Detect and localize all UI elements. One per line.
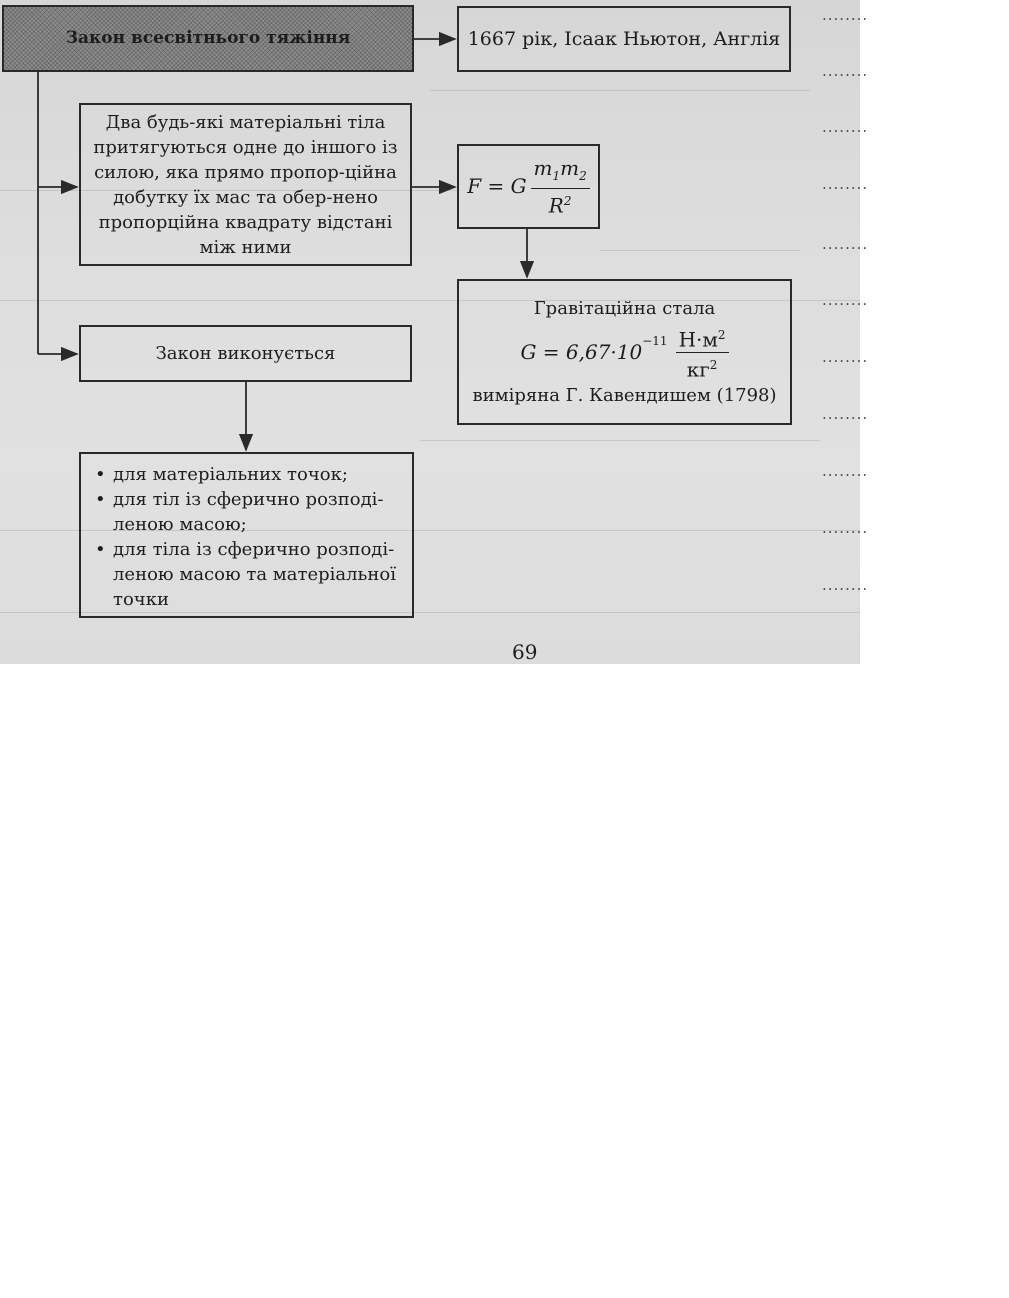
discovery-box (457, 6, 791, 72)
conditions-box (79, 452, 414, 618)
list-item: • для тіла із сферично розподі-леною масою та матеріальної точки (93, 537, 402, 612)
formula-box (457, 144, 600, 229)
dot-leader: ........ (822, 462, 869, 480)
dot-leader: ........ (822, 62, 869, 80)
dot-leader: ........ (822, 175, 869, 193)
constant-measured-by: виміряна Г. Кавендишем (1798) (472, 385, 777, 407)
formula-lhs: F = G (467, 174, 527, 198)
law-holds-box (79, 325, 412, 382)
list-item: • для матеріальних точок; (93, 462, 402, 487)
formula-denominator: $R^2$ (548, 193, 572, 218)
formula-numerator: $m_1m_2$ (531, 156, 590, 189)
constant-heading: Гравітаційна стала (533, 297, 716, 319)
dot-leader: ........ (822, 6, 869, 24)
dot-leader: ........ (822, 235, 869, 253)
dot-leader: ........ (822, 405, 869, 423)
law-title-box (2, 5, 414, 72)
scanned-page (0, 0, 869, 664)
law-statement: Два будь-які матеріальні тіла притягуються одне до іншого із силою, яка прямо пропор-ційна добутку їх мас та обер-нено пропорційна квадрату відстані між ними (93, 111, 398, 258)
dot-leader: ........ (822, 118, 869, 136)
page-number: 69 (512, 640, 538, 664)
list-item: • для тіл із сферично розподі-леною масою; (93, 487, 402, 537)
conditions-list (93, 462, 402, 612)
constant-unit: $\frac{Н\cdot м^2}{кг^2}$ (676, 323, 729, 381)
discovery-text: 1667 рік, Ісаак Ньютон, Англія (467, 27, 781, 50)
dot-leader: ........ (822, 291, 869, 309)
constant-value: G = 6,67·10 $^{-11}$ $\frac{Н\cdot м^2}{кг^2}$ (520, 323, 728, 381)
gravitational-constant-box (457, 279, 792, 425)
dot-leader: ........ (822, 348, 869, 366)
formula-fraction (531, 156, 590, 218)
dot-leader: ........ (822, 519, 869, 537)
law-statement-box (79, 103, 412, 266)
law-holds-text: Закон виконується (155, 343, 336, 364)
law-title: Закон всесвітнього тяжіння (65, 28, 351, 48)
dot-leader: ........ (822, 576, 869, 594)
